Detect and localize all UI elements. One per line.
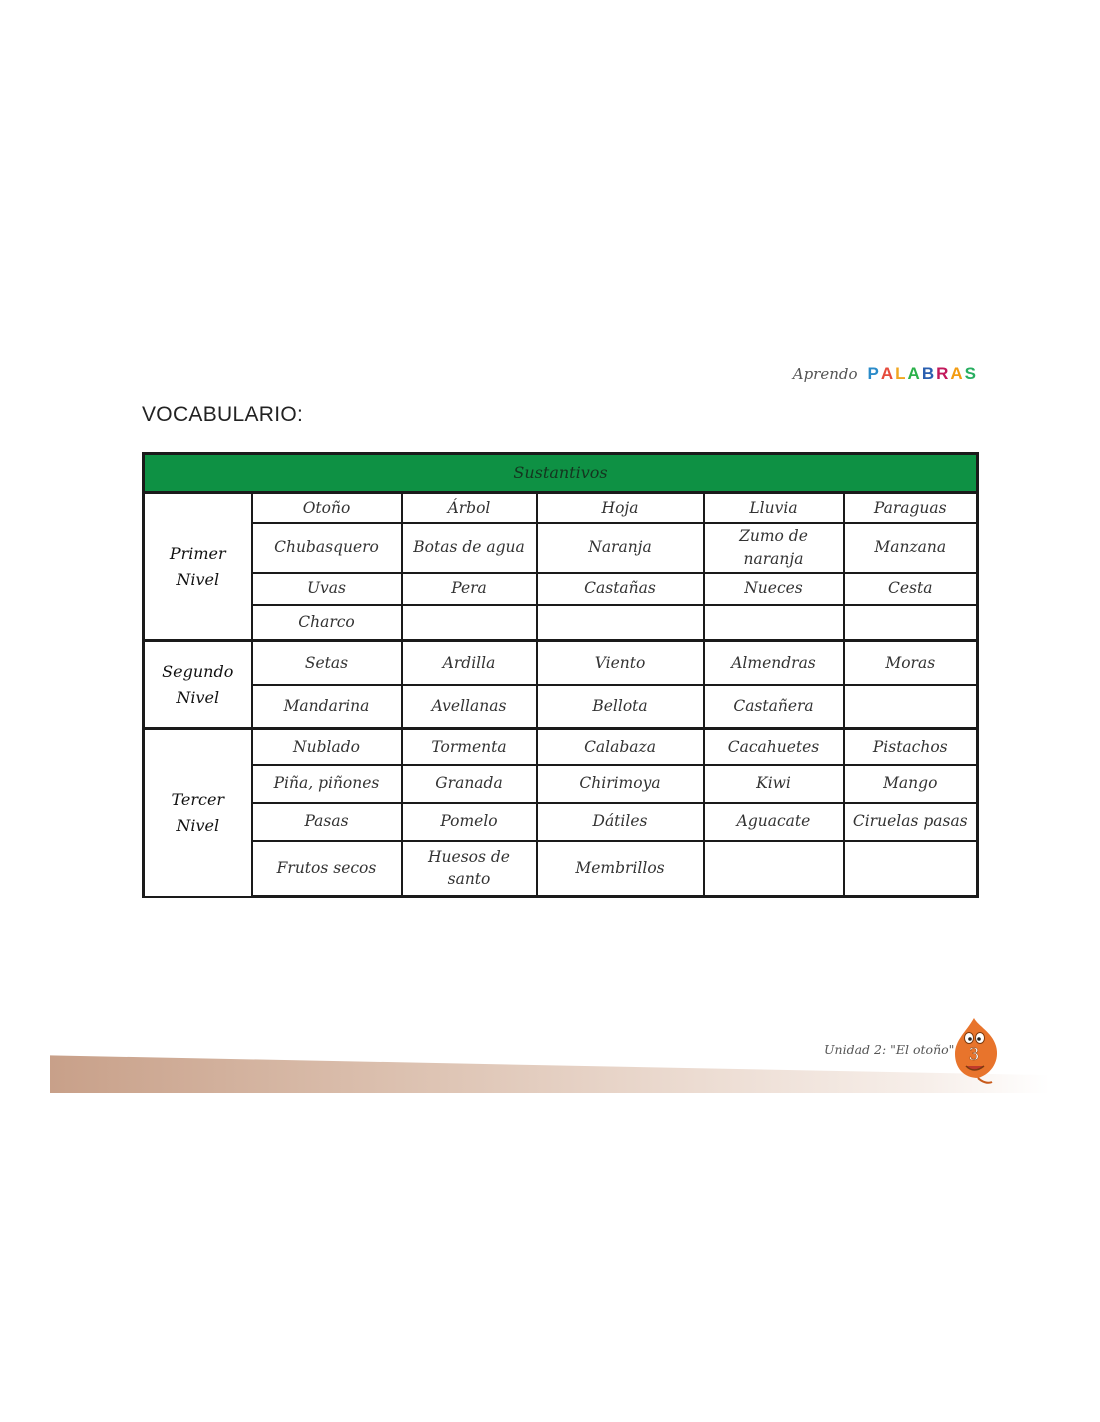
brand-letter: P bbox=[867, 364, 881, 383]
vocab-cell: Castañas bbox=[537, 573, 704, 605]
table-row bbox=[144, 493, 978, 523]
vocab-cell: Bellota bbox=[537, 685, 704, 729]
vocab-cell: Setas bbox=[252, 641, 402, 685]
table-row bbox=[144, 573, 978, 605]
vocab-cell: Manzana bbox=[844, 523, 978, 573]
vocab-cell: Chirimoya bbox=[537, 765, 704, 803]
vocab-cell: Almendras bbox=[704, 641, 844, 685]
vocab-cell bbox=[844, 605, 978, 641]
leaf-icon bbox=[952, 1016, 1000, 1086]
vocab-cell bbox=[537, 605, 704, 641]
vocab-cell: Castañera bbox=[704, 685, 844, 729]
brand-header bbox=[793, 364, 978, 384]
table-row bbox=[144, 605, 978, 641]
level-label-line: Tercer bbox=[171, 790, 225, 810]
table-title: Sustantivos bbox=[144, 454, 978, 493]
table-row bbox=[144, 523, 978, 573]
brand-letter: L bbox=[895, 364, 908, 383]
brand-letter: A bbox=[880, 364, 896, 383]
vocab-cell: Ardilla bbox=[402, 641, 537, 685]
brand-letter: B bbox=[921, 364, 937, 383]
vocab-cell: Paraguas bbox=[844, 493, 978, 523]
vocab-cell: Aguacate bbox=[704, 803, 844, 841]
vocab-cell: Otoño bbox=[252, 493, 402, 523]
vocab-cell: Moras bbox=[844, 641, 978, 685]
vocab-cell: Dátiles bbox=[537, 803, 704, 841]
level-label-line: Primer bbox=[169, 543, 226, 563]
vocab-cell: Nublado bbox=[252, 729, 402, 765]
page-number: 3 bbox=[968, 1045, 980, 1065]
vocabulary-table bbox=[142, 452, 979, 898]
vocab-cell: Avellanas bbox=[402, 685, 537, 729]
vocab-cell: Granada bbox=[402, 765, 537, 803]
level-label-line: Nivel bbox=[176, 815, 220, 835]
brand-letter: A bbox=[907, 364, 922, 383]
vocab-cell: Piña, piñones bbox=[252, 765, 402, 803]
vocab-cell: Naranja bbox=[537, 523, 704, 573]
vocab-cell: Huesos de santo bbox=[402, 841, 537, 897]
vocab-cell: Viento bbox=[537, 641, 704, 685]
vocab-cell bbox=[402, 605, 537, 641]
level-label-line: Nivel bbox=[176, 687, 220, 707]
vocab-cell bbox=[704, 605, 844, 641]
vocab-cell: Uvas bbox=[252, 573, 402, 605]
vocab-cell: Árbol bbox=[402, 493, 537, 523]
vocab-cell: Hoja bbox=[537, 493, 704, 523]
vocab-cell: Botas de agua bbox=[402, 523, 537, 573]
vocab-cell: Chubasquero bbox=[252, 523, 402, 573]
brand-word bbox=[868, 364, 978, 384]
vocab-cell: Tormenta bbox=[402, 729, 537, 765]
table-row bbox=[144, 841, 978, 897]
level-label bbox=[144, 641, 252, 729]
page-heading: VOCABULARIO: bbox=[142, 403, 304, 426]
vocab-cell: Pasas bbox=[252, 803, 402, 841]
vocab-cell: Frutos secos bbox=[252, 841, 402, 897]
table-row bbox=[144, 685, 978, 729]
vocab-cell: Membrillos bbox=[537, 841, 704, 897]
brand-script: Aprendo bbox=[792, 365, 858, 383]
table-row bbox=[144, 803, 978, 841]
vocab-cell: Ciruelas pasas bbox=[844, 803, 978, 841]
vocab-cell: Pistachos bbox=[844, 729, 978, 765]
vocab-cell bbox=[704, 841, 844, 897]
vocab-cell: Kiwi bbox=[704, 765, 844, 803]
vocab-cell: Cesta bbox=[844, 573, 978, 605]
vocab-cell: Cacahuetes bbox=[704, 729, 844, 765]
vocab-cell: Nueces bbox=[704, 573, 844, 605]
table-row bbox=[144, 729, 978, 765]
vocab-cell: Mandarina bbox=[252, 685, 402, 729]
brand-letter: S bbox=[964, 364, 978, 383]
table-row bbox=[144, 641, 978, 685]
level-label bbox=[144, 493, 252, 641]
vocab-cell: Calabaza bbox=[537, 729, 704, 765]
vocab-cell bbox=[844, 685, 978, 729]
vocab-cell: Mango bbox=[844, 765, 978, 803]
level-label-line: Nivel bbox=[176, 569, 220, 589]
footer-unit-text: Unidad 2: "El otoño" bbox=[824, 1042, 955, 1057]
vocab-cell: Pera bbox=[402, 573, 537, 605]
brand-letter: A bbox=[950, 364, 965, 383]
vocab-cell: Charco bbox=[252, 605, 402, 641]
vocab-cell: Zumo de naranja bbox=[704, 523, 844, 573]
level-label-line: Segundo bbox=[162, 661, 234, 681]
vocab-cell: Pomelo bbox=[402, 803, 537, 841]
vocab-cell: Lluvia bbox=[704, 493, 844, 523]
level-label bbox=[144, 729, 252, 897]
brand-letter: R bbox=[936, 364, 951, 383]
vocab-cell bbox=[844, 841, 978, 897]
table-row bbox=[144, 765, 978, 803]
